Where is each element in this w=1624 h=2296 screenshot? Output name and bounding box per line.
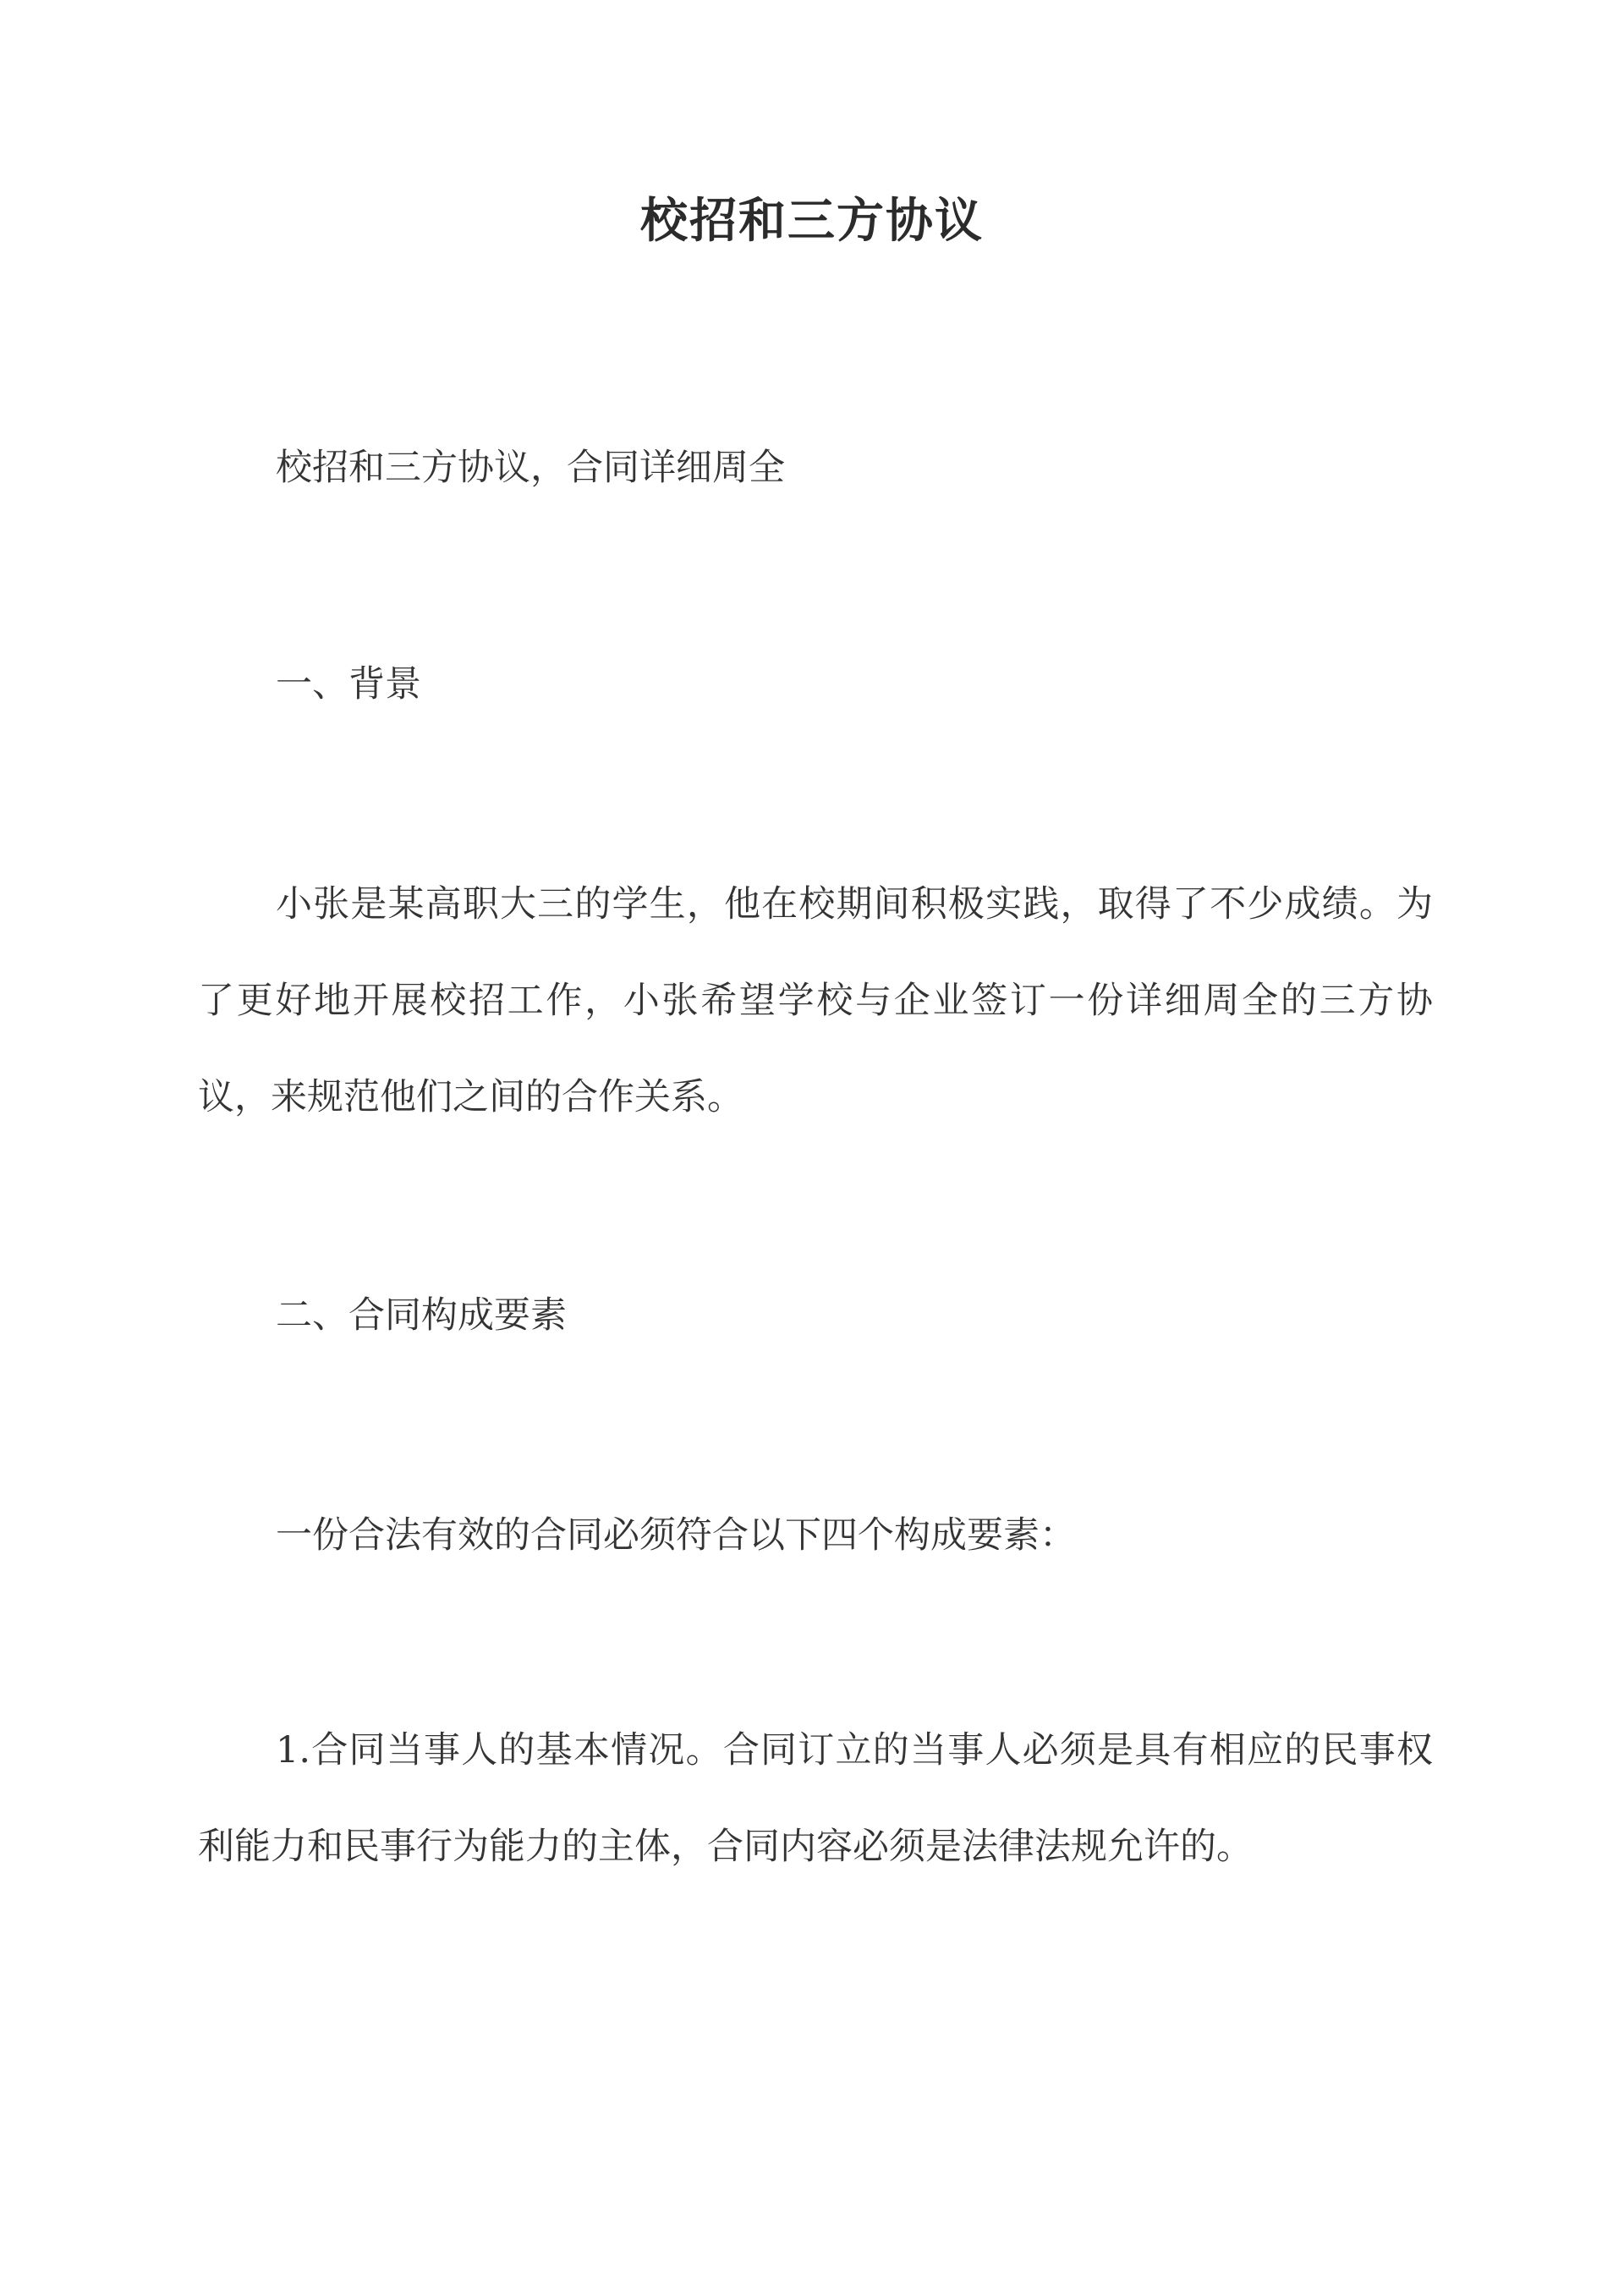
paragraph-element-1: 1.合同当事人的基本情况。合同订立的当事人必须是具有相应的民事权利能力和民事行为能力的主体，合同内容必须是法律法规允许的。 <box>198 1729 1433 1868</box>
document-subtitle: 校招和三方协议，合同详细周全 <box>276 447 785 489</box>
paragraph-background: 小张是某高职大三的学生，他在校期间积极实践，取得了不少成绩。为了更好地开展校招工作，小张希望学校与企业签订一份详细周全的三方协议，来规范他们之间的合作关系。 <box>198 883 1433 1118</box>
section-heading-background: 一、背景 <box>276 663 421 706</box>
section-heading-contract-elements: 二、合同构成要素 <box>276 1294 567 1337</box>
document-title: 校招和三方协议 <box>640 193 984 249</box>
paragraph-elements-intro: 一份合法有效的合同必须符合以下四个构成要素： <box>276 1514 1076 1557</box>
